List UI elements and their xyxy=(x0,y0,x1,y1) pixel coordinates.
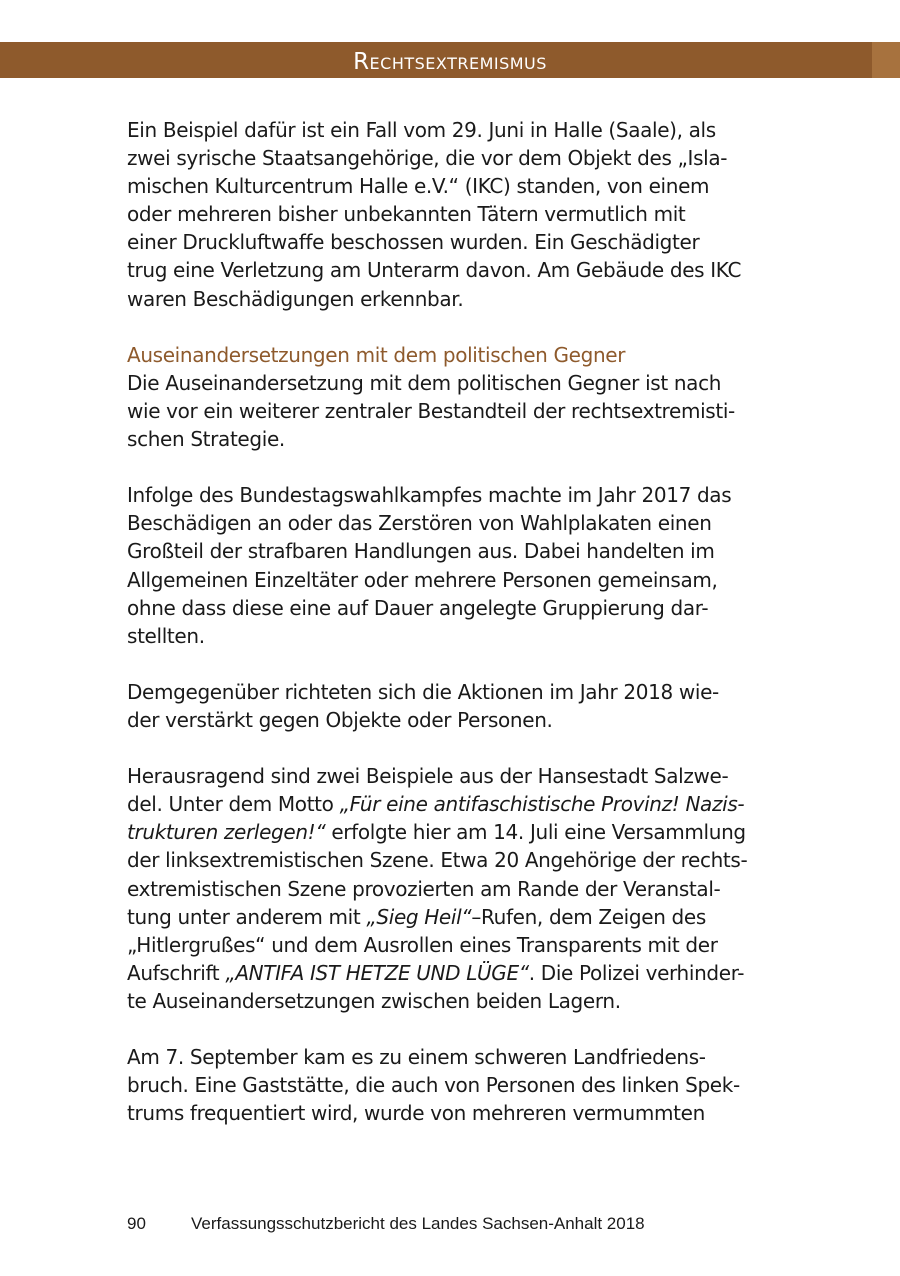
text-line: zwei syrische Staatsangehörige, die vor dem Objekt des „Isla- xyxy=(127,146,728,171)
text-line xyxy=(127,903,777,931)
text-line: der verstärkt gegen Objekte oder Personen. xyxy=(127,707,553,732)
text-segment: Aufschrift xyxy=(127,960,226,985)
text-line xyxy=(127,790,777,818)
text-segment: –Rufen, dem Zeigen des xyxy=(471,904,706,929)
quoted-banner-text: „ANTIFA IST HETZE UND LÜGE“ xyxy=(225,960,529,985)
text-line: Ein Beispiel dafür ist ein Fall vom 29. Juni in Halle (Saale), als xyxy=(127,118,716,142)
text-line: Allgemeinen Einzeltäter oder mehrere Personen gemeinsam, xyxy=(127,567,718,592)
text-line: einer Druckluftwaffe beschossen wurden. Ein Geschädigter xyxy=(127,230,700,255)
text-line: oder mehreren bisher unbekannten Tätern vermutlich mit xyxy=(127,202,686,227)
text-line: Infolge des Bundestagswahlkampfes machte im Jahr 2017 das xyxy=(127,483,732,508)
text-segment: . Die Polizei verhinder- xyxy=(528,960,745,985)
text-line: ohne dass diese eine auf Dauer angelegte Gruppierung dar- xyxy=(127,595,709,620)
text-line: bruch. Eine Gaststätte, die auch von Personen des linken Spek- xyxy=(127,1073,740,1098)
page-number: 90 xyxy=(127,1214,146,1233)
text-segment: tung unter anderem mit xyxy=(127,904,367,929)
paragraph-political-opponent xyxy=(127,341,777,453)
text-segment: erfolgte hier am 14. Juli eine Versammlung xyxy=(325,820,746,845)
text-line: schen Strategie. xyxy=(127,427,285,452)
section-subheading: Auseinandersetzungen mit dem politischen Gegner xyxy=(127,342,626,367)
text-line: wie vor ein weiterer zentraler Bestandteil der rechtsextremisti- xyxy=(127,398,735,423)
text-segment: del. Unter dem Motto xyxy=(127,792,340,817)
text-line: te Auseinandersetzungen zwischen beiden Lagern. xyxy=(127,988,621,1013)
text-line: trums frequentiert wird, wurde von mehreren vermummten xyxy=(127,1101,705,1126)
text-line: mischen Kulturcentrum Halle e.V.“ (IKC) standen, von einem xyxy=(127,174,710,199)
text-line: Die Auseinandersetzung mit dem politischen Gegner ist nach xyxy=(127,370,722,395)
quoted-slogan: „Sieg Heil“ xyxy=(366,904,472,929)
text-line: trug eine Verletzung am Unterarm davon. Am Gebäude des IKC xyxy=(127,258,742,283)
chapter-title: Rechtsextremismus xyxy=(353,49,547,75)
text-line: Am 7. September kam es zu einem schweren Landfriedens- xyxy=(127,1045,706,1070)
text-line: „Hitlergrußes“ und dem Ausrollen eines Transparents mit der xyxy=(127,932,718,957)
text-line: stellten. xyxy=(127,623,205,648)
paragraph-2018-actions xyxy=(127,678,777,734)
quoted-motto: trukturen zerlegen!“ xyxy=(127,820,326,845)
paragraph-landfriedensbruch xyxy=(127,1043,777,1127)
page-footer xyxy=(127,1214,645,1234)
paragraph-election-campaign xyxy=(127,481,777,650)
paragraph-salzwedel xyxy=(127,762,777,1015)
text-line: Großteil der strafbaren Handlungen aus. Dabei handelten im xyxy=(127,539,715,564)
paragraph-halle-incident xyxy=(127,116,777,313)
text-line xyxy=(127,818,777,846)
publication-title: Verfassungsschutzbericht des Landes Sachsen-Anhalt 2018 xyxy=(191,1214,645,1233)
text-line xyxy=(127,959,777,987)
text-line: Demgegenüber richteten sich die Aktionen im Jahr 2018 wie- xyxy=(127,679,719,704)
quoted-motto: „Für eine antifaschistische Provinz! Nazis- xyxy=(339,792,745,817)
text-line: der linksextremistischen Szene. Etwa 20 Angehörige der rechts- xyxy=(127,848,748,873)
text-line: extremistischen Szene provozierten am Rande der Veranstal- xyxy=(127,876,721,901)
page-body xyxy=(127,116,777,1155)
text-line: waren Beschädigungen erkennbar. xyxy=(127,286,464,311)
text-line: Herausragend sind zwei Beispiele aus der Hansestadt Salzwe- xyxy=(127,764,729,789)
text-line: Beschädigen an oder das Zerstören von Wahlplakaten einen xyxy=(127,511,712,536)
